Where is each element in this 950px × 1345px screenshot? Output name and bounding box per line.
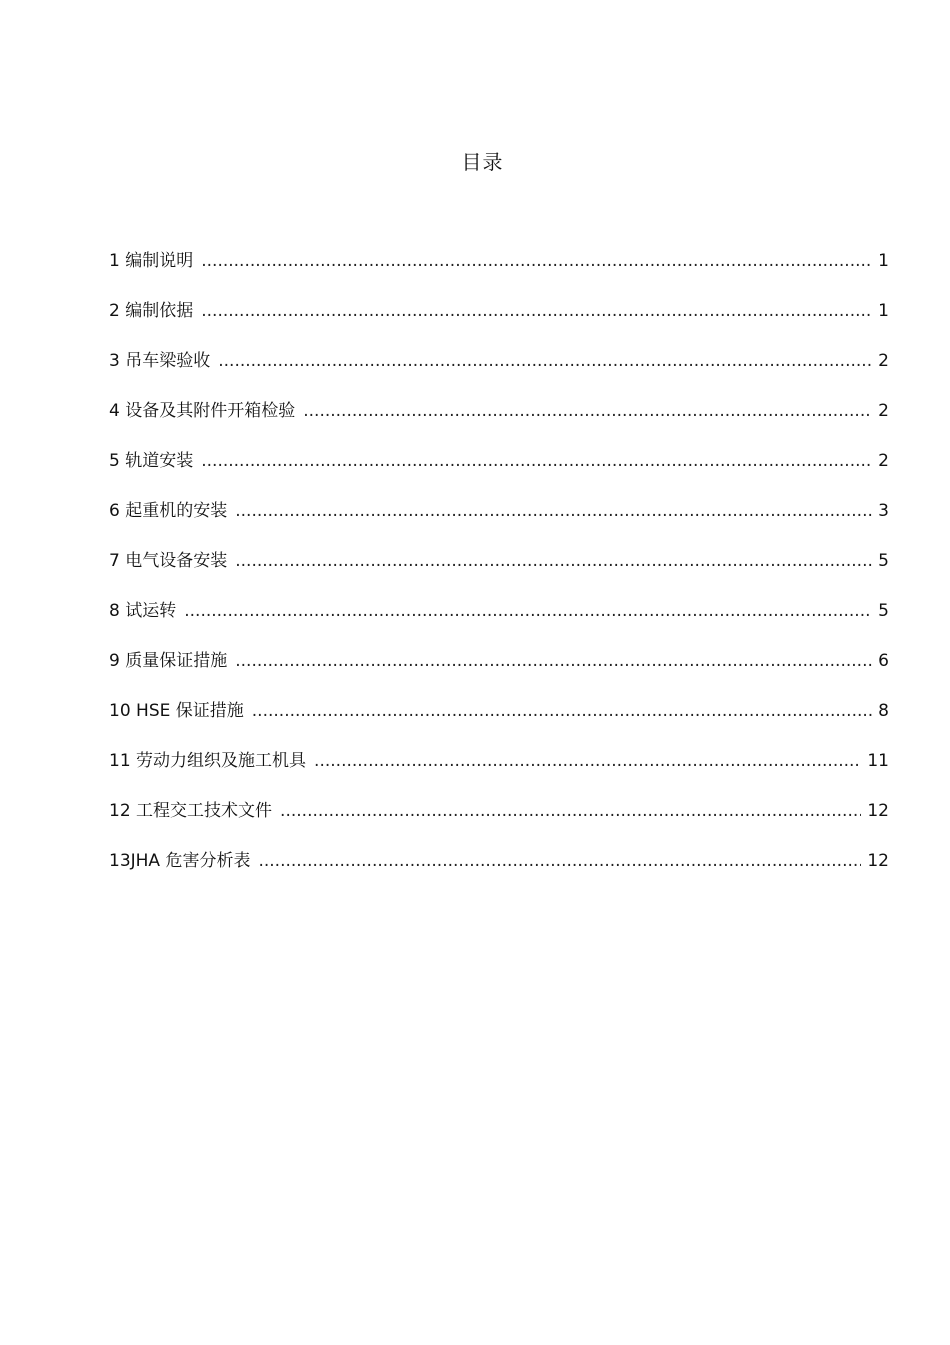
toc-entry-page: 6 xyxy=(878,651,889,671)
toc-entry[interactable] xyxy=(109,347,889,397)
toc-leader-dots xyxy=(314,747,861,775)
toc-entry-page: 8 xyxy=(878,701,889,721)
toc-entry[interactable] xyxy=(109,247,889,297)
toc-entry-label: 10 HSE 保证措施 xyxy=(109,701,244,721)
toc-leader-dots xyxy=(258,847,861,875)
toc-entry-label: 12 工程交工技术文件 xyxy=(109,801,273,821)
toc-entry-page: 2 xyxy=(878,351,889,371)
toc-entry-page: 2 xyxy=(878,451,889,471)
toc-entry-label: 8 试运转 xyxy=(109,601,177,621)
toc-leader-dots xyxy=(235,497,872,525)
toc-entry[interactable] xyxy=(109,747,889,797)
toc-entry-label: 13JHA 危害分析表 xyxy=(109,851,251,871)
toc-entry-page: 12 xyxy=(867,801,889,821)
toc-entry-page: 11 xyxy=(867,751,889,771)
toc-entry[interactable] xyxy=(109,597,889,647)
toc-entry[interactable] xyxy=(109,297,889,347)
toc-title: 目录 xyxy=(461,150,504,174)
toc-entry[interactable] xyxy=(109,447,889,497)
toc-entry-label: 9 质量保证措施 xyxy=(109,651,228,671)
toc-entry-page: 12 xyxy=(867,851,889,871)
toc-leader-dots xyxy=(201,447,872,475)
toc-leader-dots xyxy=(235,647,872,675)
toc-entry-page: 1 xyxy=(878,301,889,321)
toc-entry-page: 2 xyxy=(878,401,889,421)
toc-leader-dots xyxy=(184,597,872,625)
toc-list xyxy=(109,247,889,897)
toc-entry-label: 5 轨道安装 xyxy=(109,451,194,471)
toc-entry-page: 5 xyxy=(878,551,889,571)
toc-entry[interactable] xyxy=(109,497,889,547)
toc-entry[interactable] xyxy=(109,547,889,597)
toc-entry-page: 5 xyxy=(878,601,889,621)
toc-leader-dots xyxy=(252,697,872,725)
toc-entry[interactable] xyxy=(109,797,889,847)
toc-entry-label: 3 吊车梁验收 xyxy=(109,351,211,371)
toc-leader-dots xyxy=(235,547,872,575)
toc-leader-dots xyxy=(303,397,872,425)
toc-entry-label: 11 劳动力组织及施工机具 xyxy=(109,751,307,771)
toc-entry-page: 1 xyxy=(878,251,889,271)
toc-entry[interactable] xyxy=(109,397,889,447)
toc-entry[interactable] xyxy=(109,647,889,697)
toc-entry[interactable] xyxy=(109,847,889,897)
toc-entry[interactable] xyxy=(109,697,889,747)
toc-entry-label: 6 起重机的安装 xyxy=(109,501,228,521)
toc-entry-label: 4 设备及其附件开箱检验 xyxy=(109,401,296,421)
toc-entry-label: 7 电气设备安装 xyxy=(109,551,228,571)
toc-entry-page: 3 xyxy=(878,501,889,521)
toc-entry-label: 2 编制依据 xyxy=(109,301,194,321)
toc-entry-label: 1 编制说明 xyxy=(109,251,194,271)
toc-leader-dots xyxy=(218,347,872,375)
toc-leader-dots xyxy=(201,247,872,275)
toc-leader-dots xyxy=(201,297,872,325)
toc-leader-dots xyxy=(280,797,861,825)
